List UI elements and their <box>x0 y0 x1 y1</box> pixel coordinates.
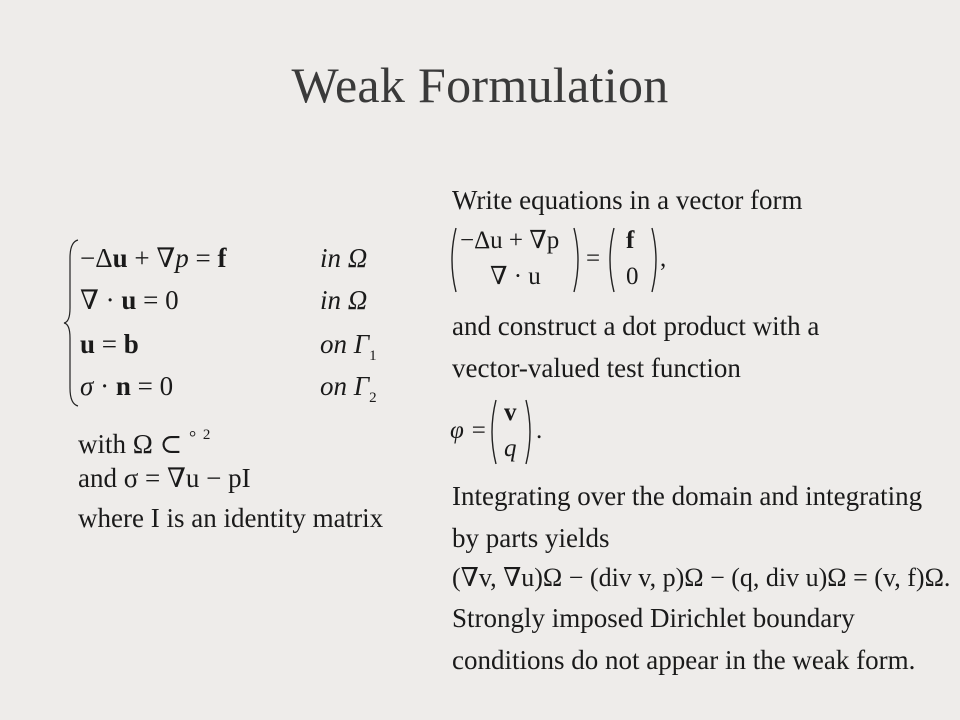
vec-lhs-bottom: ∇ · u <box>490 263 541 290</box>
vec-rhs-top: f <box>626 227 635 254</box>
strong-line-2: conditions do not appear in the weak form. <box>452 645 916 675</box>
equation-row-2: ∇ · u = 0 <box>80 285 179 315</box>
vec-equals: = <box>586 245 601 272</box>
equation-row-3: u = b <box>80 329 139 359</box>
phi-symbol: φ = <box>450 417 487 444</box>
integ-line-2: by parts yields <box>452 523 610 553</box>
dot-line-1: and construct a dot product with a <box>452 311 820 341</box>
equation-system <box>62 238 377 408</box>
where-line: where I is an identity matrix <box>78 503 384 533</box>
equation-row-1: −Δu + ∇p = f <box>80 243 227 273</box>
intro-text: Write equations in a vector form <box>452 185 803 215</box>
dot-line-2: vector-valued test function <box>452 353 741 383</box>
phi-bottom: q <box>504 435 517 462</box>
vec-lhs-top: −Δu + ∇p <box>460 227 560 254</box>
phi-vector <box>446 396 576 468</box>
left-brace-icon <box>62 238 82 408</box>
slide-title: Weak Formulation <box>291 57 669 113</box>
integ-line-1: Integrating over the domain and integrating <box>452 481 923 511</box>
phi-top: v <box>504 399 517 426</box>
phi-period: . <box>536 417 543 444</box>
vec-comma: , <box>660 245 667 272</box>
equation-cond-2: in Ω <box>320 285 368 315</box>
with-line: with Ω ⊂ ° $^2$ <box>78 427 211 459</box>
and-line: and σ = ∇u − pI <box>78 463 251 493</box>
weak-form-equation: (∇v, ∇u)Ω − (div v, p)Ω − (q, div u)Ω = (v, f)Ω. <box>452 563 951 592</box>
strong-line-1: Strongly imposed Dirichlet boundary <box>452 603 855 633</box>
vector-equation <box>446 224 686 296</box>
equation-cond-3: on $\Gamma_1$ <box>320 329 377 364</box>
equation-row-4: σ · n = 0 <box>80 371 174 401</box>
equation-cond-4: on $\Gamma_2$ <box>320 371 377 406</box>
vec-rhs-bottom: 0 <box>626 263 639 290</box>
equation-cond-1: in Ω <box>320 243 368 273</box>
